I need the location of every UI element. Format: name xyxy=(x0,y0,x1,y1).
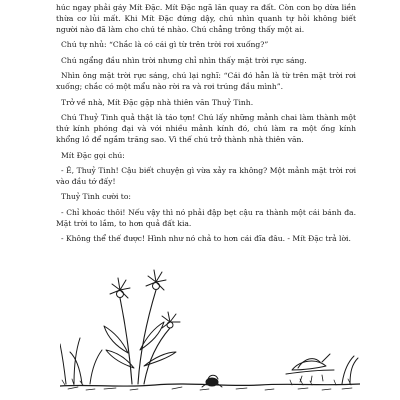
paragraph: Thuỷ Tinh cười to: xyxy=(61,192,131,202)
illustration-drawing xyxy=(60,258,360,400)
flower-head xyxy=(162,312,180,328)
small-character-figure xyxy=(202,375,222,387)
paragraph: - Ê, Thuỷ Tinh! Cậu biết chuyện gì vừa xảy ra không? Một mảnh mặt trời rơi vào đầu tớ đấy! xyxy=(56,166,356,186)
hat-figure xyxy=(286,354,334,382)
paragraph: Nhìn ông mặt trời rực sáng, chú lại nghĩ: “Cái đó hẳn là từ trên mặt trời rơi xuống; chắc có một mẩu nào rời ra và rơi trúng đầu mình”. xyxy=(56,71,356,92)
illustration xyxy=(60,258,360,400)
paragraph: - Không thể thế được! Hình như nó chả to hơn cái đĩa đâu. - Mít Đặc trả lời. xyxy=(61,234,351,244)
paragraph: Chú ngẩng đầu nhìn trời nhưng chỉ nhìn thấy mặt trời rực sáng. xyxy=(61,55,307,65)
grass-tuft-right xyxy=(342,356,358,384)
flower-head xyxy=(146,270,166,290)
flower-plant xyxy=(104,270,180,384)
grass-tuft-left xyxy=(60,338,102,384)
paragraph: Chú Thuỷ Tinh quả thật là táo tợn! Chú lấy những mảnh chai làm thành một thứ kính phóng đại và với nhiều mảnh kính đó, chú làm ra một ống kính khổng lồ để ngắm trăng sao. Vì thế chú trở thành nhà thiên văn. xyxy=(56,113,356,145)
paragraph: Trở về nhà, Mít Đặc gặp nhà thiên văn Thuỷ Tinh. xyxy=(61,97,254,107)
paragraph: húc ngay phải gáy Mít Đặc. Mít Đặc ngã lăn quay ra đất. Còn con bọ dừa liền thừa cơ lủi mất. Khi Mít Đặc đứng dậy, chú nhìn quanh tự hỏi không biết người nào đã làm cho chú té nhào. Chú chẳng trông thấy một ai. xyxy=(56,3,356,34)
story-text xyxy=(56,3,356,250)
flower-head xyxy=(110,278,130,298)
paragraph: Chú tự nhủ: “Chắc là có cái gì từ trên trời rơi xuống?” xyxy=(61,40,269,50)
paragraph: Mít Đặc gọi chú: xyxy=(61,150,125,160)
paragraph: - Chỉ khoác thôi! Nếu vậy thì nó phải đập bẹt cậu ra thành một cái bánh đa. Mặt trời to lắm, to hơn quả đất kia. xyxy=(56,207,356,228)
